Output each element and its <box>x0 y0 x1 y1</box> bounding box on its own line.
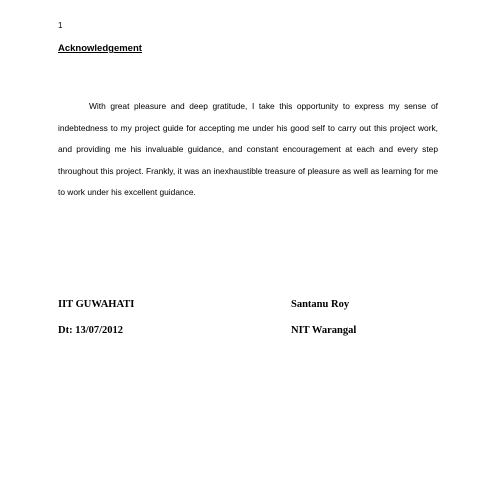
date-label: Dt: 13/07/2012 <box>58 325 124 336</box>
author-name: Santanu Roy <box>291 299 350 310</box>
author-institution: NIT Warangal <box>291 325 357 336</box>
institution-label: IIT GUWAHATI <box>58 299 135 310</box>
page-number: 1 <box>58 21 63 30</box>
page-title: Acknowledgement <box>58 43 142 54</box>
acknowledgement-paragraph: With great pleasure and deep gratitude, I take this opportunity to express my sense of indebtedness to my project guide for accepting me under his good self to carry out this project work, and providing me his invaluable guidance, and constant encouragement at each and every step throughout this project. Frankly, it was an inexhaustible treasure of pleasure as well as learning for me to work under his excellent guidance. <box>58 101 438 198</box>
